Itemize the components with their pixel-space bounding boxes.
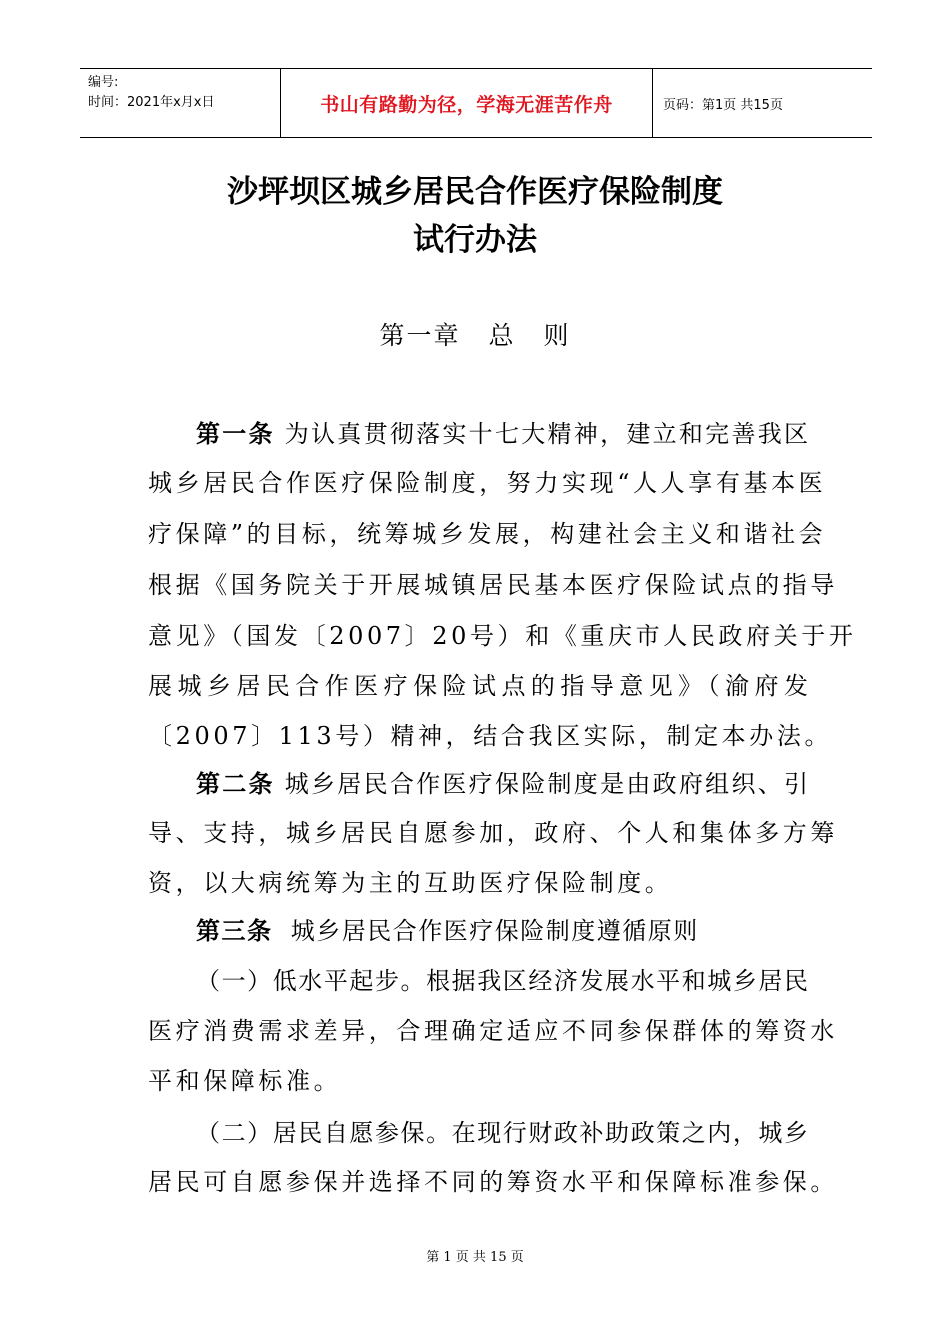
principle-1-line-2: 医疗消费需求差异，合理确定适应不同参保群体的筹资水 — [148, 1017, 838, 1045]
page-footer: 第 1 页 共 15 页 — [426, 1250, 524, 1265]
time-label: 时间：2021年x月x日 — [88, 95, 215, 110]
article-1-line-7: 〔2007〕113号）精神，结合我区实际，制定本办法。 — [148, 722, 833, 750]
document-title-line-2: 试行办法 — [413, 222, 537, 258]
header-meta — [80, 69, 281, 137]
article-1-line-6: 展城乡居民合作医疗保险试点的指导意见》（渝府发 — [148, 672, 808, 700]
principle-1-line-3: 平和保障标准。 — [148, 1067, 342, 1095]
article-3-line-1 — [196, 914, 808, 948]
article-1-line-3: 疗保障”的目标，统筹城乡发展，构建社会主义和谐社会 — [148, 520, 827, 548]
article-1-line-4: 根据《国务院关于开展城镇居民基本医疗保险试点的指导 — [148, 571, 838, 599]
article-2-line-1 — [196, 767, 808, 801]
article-1-line-5: 意见》（国发〔2007〕20号）和《重庆市人民政府关于开 — [148, 622, 857, 650]
article-1-label: 第一条 — [196, 420, 275, 448]
chapter-heading — [0, 316, 950, 352]
article-3-label: 第三条 — [196, 917, 273, 945]
chapter-word-1: 总 — [488, 321, 516, 350]
principle-1-line-1: （一）低水平起步。根据我区经济发展水平和城乡居民 — [196, 967, 808, 995]
principle-2-line-1: （二）居民自愿参保。在现行财政补助政策之内，城乡 — [196, 1119, 808, 1147]
article-2-text-1: 城乡居民合作医疗保险制度是由政府组织、引 — [284, 770, 809, 798]
article-1-line-2: 城乡居民合作医疗保险制度，努力实现“人人享有基本医 — [148, 469, 827, 497]
article-2-label: 第二条 — [196, 770, 275, 798]
document-title-line-1: 沙坪坝区城乡居民合作医疗保险制度 — [227, 174, 723, 210]
article-2-line-3: 资，以大病统筹为主的互助医疗保险制度。 — [148, 869, 673, 897]
chapter-word-2: 则 — [543, 321, 571, 350]
number-label: 编号: — [88, 75, 119, 90]
page-info: 页码：第1页 共15页 — [663, 97, 783, 113]
article-3-text-1: 城乡居民合作医疗保险制度遵循原则 — [290, 917, 699, 945]
article-1-line-1 — [196, 417, 808, 451]
article-2-line-2: 导、支持，城乡居民自愿参加，政府、个人和集体多方筹 — [148, 819, 838, 847]
principle-2-line-2: 居民可自愿参保并选择不同的筹资水平和保障标准参保。 — [148, 1168, 838, 1196]
header-motto-cell — [281, 69, 653, 137]
document-header — [80, 68, 872, 138]
article-1-text-1: 为认真贯彻落实十七大精神，建立和完善我区 — [284, 420, 809, 448]
chapter-number: 第一章 — [379, 321, 461, 350]
motto-text: 书山有路勤为径，学海无涯苦作舟 — [320, 93, 613, 116]
